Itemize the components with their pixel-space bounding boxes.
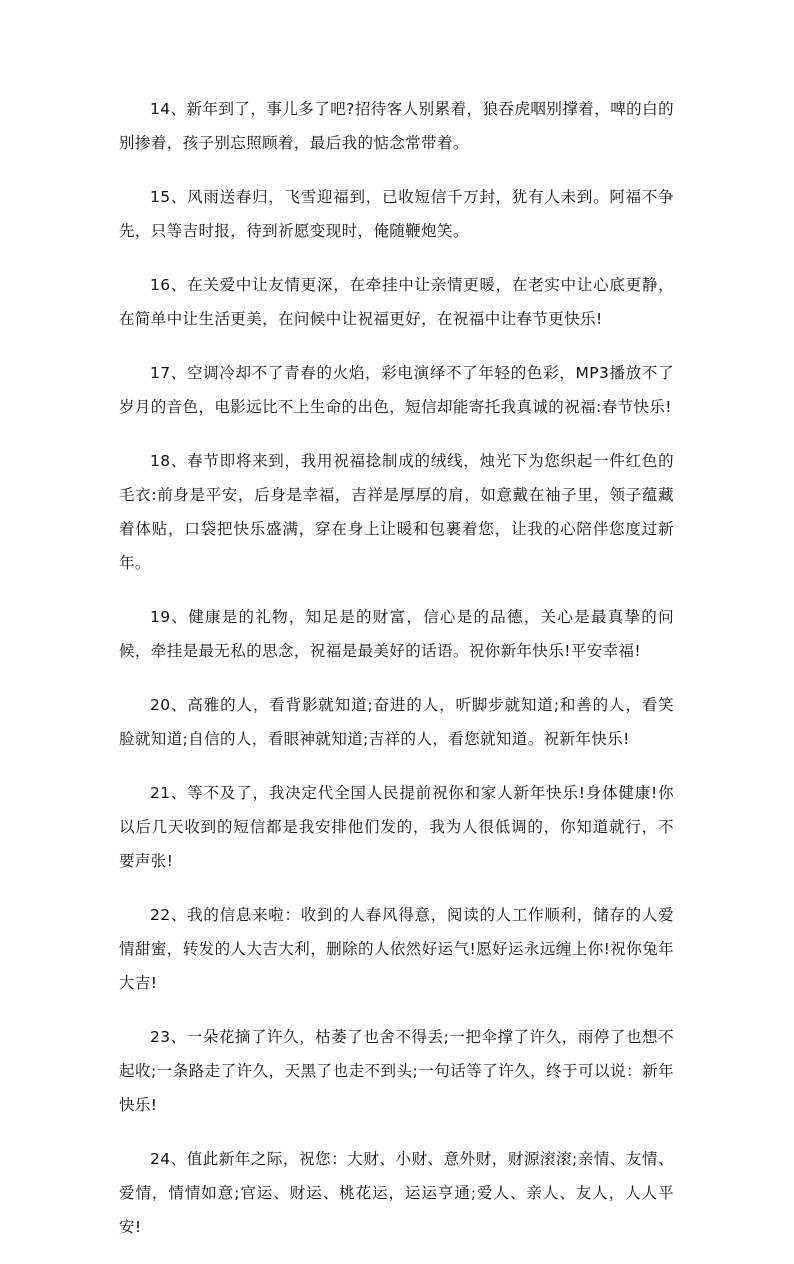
paragraph-16: 16、在关爱中让友情更深，在牵挂中让亲情更暖，在老实中让心底更静，在简单中让生活更美，在问候中让祝福更好，在祝福中让春节更快乐!: [119, 276, 674, 328]
paragraph-22: 22、我的信息来啦：收到的人春风得意，阅读的人工作顺利，储存的人爱情甜蜜，转发的人大吉大利，删除的人依然好运气!愿好运永远缠上你!祝你兔年大吉!: [119, 906, 674, 992]
paragraph-17: 17、空调冷却不了青春的火焰，彩电演绎不了年轻的色彩，MP3播放不了岁月的音色，电影远比不上生命的出色，短信却能寄托我真诚的祝福:春节快乐!: [119, 364, 674, 416]
paragraph-19: 19、健康是的礼物，知足是的财富，信心是的品德，关心是最真挚的问候，牵挂是最无私的思念，祝福是最美好的话语。祝你新年快乐!平安幸福!: [119, 608, 674, 660]
paragraph-23: 23、一朵花摘了许久，枯萎了也舍不得丢;一把伞撑了许久，雨停了也想不起收;一条路走了许久，天黑了也走不到头;一句话等了许久，终于可以说：新年快乐!: [119, 1028, 674, 1114]
paragraph-20: 20、高雅的人，看背影就知道;奋进的人，听脚步就知道;和善的人，看笑脸就知道;自信的人，看眼神就知道;吉祥的人，看您就知道。祝新年快乐!: [119, 696, 674, 748]
paragraph-18: 18、春节即将来到，我用祝福捻制成的绒线，烛光下为您织起一件红色的毛衣:前身是平安，后身是幸福，吉祥是厚厚的肩，如意戴在袖子里，领子蕴藏着体贴，口袋把快乐盛满，穿在身上让暖和包裹着您，让我的心陪伴您度过新年。: [119, 452, 674, 572]
paragraph-21: 21、等不及了，我决定代全国人民提前祝你和家人新年快乐!身体健康!你以后几天收到的短信都是我安排他们发的，我为人很低调的，你知道就行，不要声张!: [119, 784, 674, 870]
paragraph-24: 24、值此新年之际，祝您：大财、小财、意外财，财源滚滚;亲情、友情、爱情，情情如意;官运、财运、桃花运，运运亨通;爱人、亲人、友人，人人平安!: [119, 1150, 674, 1236]
paragraph-14: 14、新年到了，事儿多了吧?招待客人别累着，狼吞虎咽别撑着，啤的白的别掺着，孩子别忘照顾着，最后我的惦念常带着。: [119, 100, 674, 152]
document-body: [119, 92, 674, 1264]
paragraph-15: 15、风雨送春归，飞雪迎福到，已收短信千万封，犹有人未到。阿福不争先，只等吉时报，待到祈愿变现时，俺随鞭炮笑。: [119, 188, 674, 240]
